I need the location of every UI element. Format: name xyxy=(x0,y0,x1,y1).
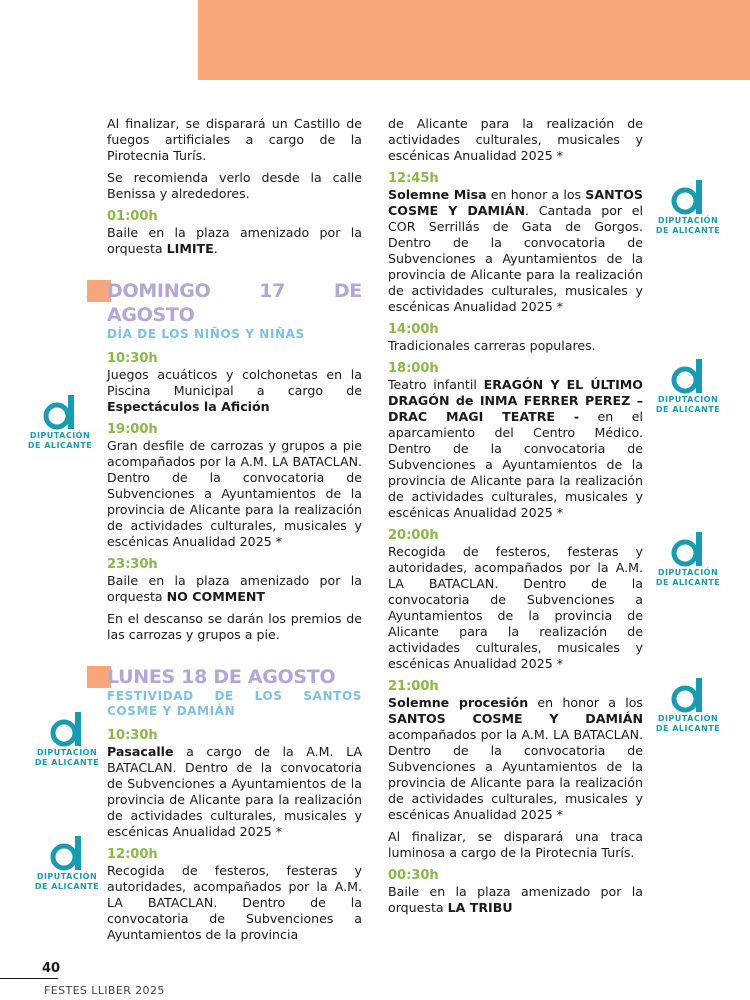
event-time: 23:30h xyxy=(107,557,158,572)
diputacion-a-icon xyxy=(668,530,708,568)
logo-text-line1: DIPUTACIÓN xyxy=(29,431,91,440)
diputacion-a-icon xyxy=(47,710,87,748)
diputacion-a-icon xyxy=(47,834,87,872)
page-number: 40 xyxy=(42,961,61,976)
diputacion-logo xyxy=(22,834,112,892)
event-description: Baile en la plaza amenizado por la orquesta NO COMMENT xyxy=(107,573,362,604)
day-subtitle: FESTIVIDAD DE LOS SANTOS COSME Y DAMIÁN xyxy=(107,689,362,718)
diputacion-logo xyxy=(22,710,112,768)
event-time: 14:00h xyxy=(388,322,439,337)
event-description: Solemne procesión en honor a los SANTOS COSME Y DAMIÁN acompañados por la A.M. LA BATACLAN. Dentro de la convocatoria de Subvenciones a Ayuntamientos de la provincia de Alicante para la realización de actividades culturales, musicales y escénicas Anualidad 2025 * xyxy=(388,695,643,822)
diputacion-logo xyxy=(643,676,733,734)
logo-text-line1: DIPUTACIÓN xyxy=(657,568,719,577)
event-description: Recogida de festeros, festeras y autoridades, acompañados por la A.M. LA BATACLAN. Dentro de la convocatoria de Subvenciones a Ayuntamientos de la provincia xyxy=(107,863,362,942)
diputacion-logo xyxy=(643,357,733,415)
logo-text-line2: DE ALICANTE xyxy=(34,758,100,767)
diputacion-logo xyxy=(643,178,733,236)
logo-text-line1: DIPUTACIÓN xyxy=(36,872,98,881)
logo-text-line1: DIPUTACIÓN xyxy=(657,714,719,723)
event-description: Gran desfile de carrozas y grupos a pie acompañados por la A.M. LA BATACLAN. Dentro de la convocatoria de Subvenciones a Ayuntamientos de la provincia de Alicante para la realización de actividades culturales, musicales y escénicas Anualidad 2025 * xyxy=(107,438,362,549)
program-column-right xyxy=(388,116,643,922)
event-description: Baile en la plaza amenizado por la orquesta LA TRIBU xyxy=(388,884,643,915)
logo-text-line2: DE ALICANTE xyxy=(655,578,721,587)
event-time: 01:00h xyxy=(107,209,158,224)
logo-text-line2: DE ALICANTE xyxy=(34,882,100,891)
publication-title: FESTES LLIBER 2025 xyxy=(44,984,165,997)
event-description: Pasacalle a cargo de la A.M. LA BATACLAN. Dentro de la convocatoria de Subvenciones a Ayuntamientos de la provincia de Alicante para la realización de actividades culturales, musicales y escénicas Anualidad 2025 * xyxy=(107,744,362,839)
event-description: Tradicionales carreras populares. xyxy=(388,338,596,353)
diputacion-a-icon xyxy=(668,676,708,714)
footer-divider xyxy=(0,978,58,979)
event-note: Al finalizar, se disparará una traca luminosa a cargo de la Pirotecnia Turís. xyxy=(388,829,643,860)
event-time: 18:00h xyxy=(388,361,439,376)
event-time: 19:00h xyxy=(107,422,158,437)
diputacion-a-icon xyxy=(40,393,80,431)
day-title: LUNES 18 DE AGOSTO xyxy=(107,666,336,688)
event-description: Recogida de festeros, festeras y autoridades, acompañados por la A.M. LA BATACLAN. Dentro de la convocatoria de Subvenciones a Ayuntamientos de la provincia de Alicante para la realización de actividades culturales, musicales y escénicas Anualidad 2025 * xyxy=(388,544,643,671)
header-color-band xyxy=(198,0,750,80)
day-title: DOMINGO 17 DE AGOSTO xyxy=(107,280,362,326)
event-description: Solemne Misa en honor a los SANTOS COSME Y DAMIÁN. Cantada por el COR Serrillás de Gata de Gorgos. Dentro de la convocatoria de Subvenciones a Ayuntamientos de la provincia de Alicante para la realización de actividades culturales, musicales y escénicas Anualidad 2025 * xyxy=(388,187,643,314)
event-description: de Alicante para la realización de actividades culturales, musicales y escénicas Anualidad 2025 * xyxy=(388,116,643,163)
program-column-left xyxy=(107,116,362,949)
event-description: Teatro infantil ERAGÓN Y EL ÚLTIMO DRAGÓN de INMA FERRER PEREZ – DRAC MAGI TEATRE - en el aparcamiento del Centro Médico. Dentro de la convocatoria de Subvenciones a Ayuntamientos de la provincia de Alicante para la realización de actividades culturales, musicales y escénicas Anualidad 2025 * xyxy=(388,377,643,520)
event-time: 10:30h xyxy=(107,728,158,743)
logo-text-line1: DIPUTACIÓN xyxy=(36,748,98,757)
event-time: 20:00h xyxy=(388,528,439,543)
event-time: 00:30h xyxy=(388,868,439,883)
event-time: 12:00h xyxy=(107,847,158,862)
day-subtitle: DÍA DE LOS NIÑOS Y NIÑAS xyxy=(107,327,305,341)
event-time: 10:30h xyxy=(107,351,158,366)
logo-text-line1: DIPUTACIÓN xyxy=(657,395,719,404)
event-time: 21:00h xyxy=(388,679,439,694)
logo-text-line1: DIPUTACIÓN xyxy=(657,216,719,225)
diputacion-a-icon xyxy=(668,178,708,216)
diputacion-a-icon xyxy=(668,357,708,395)
event-note: Se recomienda verlo desde la calle Benissa y alrededores. xyxy=(107,170,362,201)
day-heading-sunday xyxy=(107,279,362,342)
event-description: Juegos acuáticos y colchonetas en la Piscina Municipal a cargo de Espectáculos la Afición xyxy=(107,367,362,414)
logo-text-line2: DE ALICANTE xyxy=(655,724,721,733)
event-note: Al finalizar, se disparará un Castillo de fuegos artificiales a cargo de la Pirotecnia Turís. xyxy=(107,116,362,163)
event-note: En el descanso se darán los premios de las carrozas y grupos a pie. xyxy=(107,611,362,642)
logo-text-line2: DE ALICANTE xyxy=(27,441,93,450)
diputacion-logo xyxy=(643,530,733,588)
diputacion-logo xyxy=(15,393,105,451)
event-time: 12:45h xyxy=(388,171,439,186)
logo-text-line2: DE ALICANTE xyxy=(655,405,721,414)
day-heading-monday xyxy=(107,665,362,719)
logo-text-line2: DE ALICANTE xyxy=(655,226,721,235)
event-description: Baile en la plaza amenizado por la orquesta LIMITE. xyxy=(107,225,362,256)
